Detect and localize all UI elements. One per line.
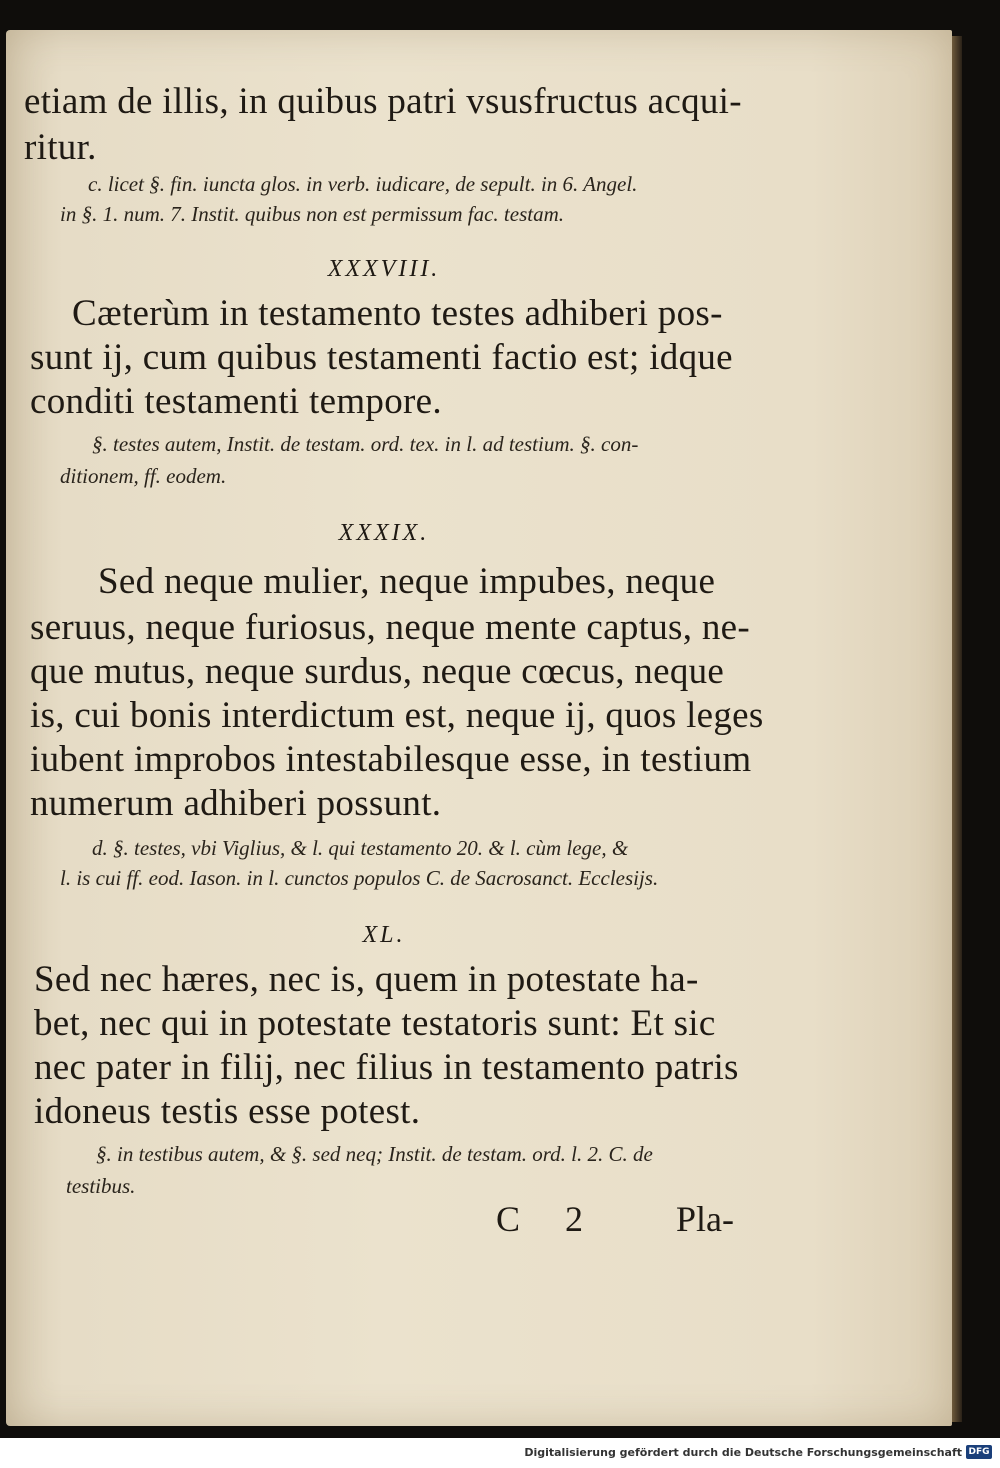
catchword: Pla- <box>676 1199 734 1239</box>
text-line: Sed neque mulier, neque impubes, neque <box>98 561 716 602</box>
text-line: numerum adhiberi possunt. <box>30 783 442 824</box>
section-heading: XXXIX. <box>338 520 430 546</box>
funding-notice: Digitalisierung gefördert durch die Deutsche Forschungsgemeinschaft <box>524 1446 962 1459</box>
text-line: bet, nec qui in potestate testatoris sunt: Et sic <box>34 1003 716 1044</box>
footnote-line: d. §. testes, vbi Viglius, & l. qui testamento 20. & l. cùm lege, & <box>92 836 629 860</box>
footnote-line: testibus. <box>66 1174 136 1198</box>
text-line: conditi testamenti tempore. <box>30 381 442 422</box>
text-line: que mutus, neque surdus, neque cœcus, neque <box>30 651 725 692</box>
text-line: Cæterùm in testamento testes adhiberi pos- <box>72 293 723 334</box>
text-line: ritur. <box>24 127 97 168</box>
footnote-line: l. is cui ff. eod. Iason. in l. cunctos populos C. de Sacrosanct. Ecclesijs. <box>60 866 659 890</box>
footnote-line: §. in testibus autem, & §. sed neq; Instit. de testam. ord. l. 2. C. de <box>96 1142 653 1166</box>
footnote-line: ditionem, ff. eodem. <box>60 464 227 488</box>
text-line: is, cui bonis interdictum est, neque ij, quos leges <box>30 695 764 736</box>
section-heading: XXXVIII. <box>327 256 441 282</box>
text-line: etiam de illis, in quibus patri vsusfructus acqui- <box>24 81 742 122</box>
signature-mark: C 2 <box>496 1199 602 1239</box>
page-edge <box>952 36 962 1422</box>
footnote-line: in §. 1. num. 7. Instit. quibus non est permissum fac. testam. <box>60 202 564 226</box>
section-heading: XL. <box>362 922 406 948</box>
text-line: Sed nec hæres, nec is, quem in potestate ha- <box>34 959 699 1000</box>
text-line: iubent improbos intestabilesque esse, in testium <box>30 739 752 780</box>
text-line: sunt ij, cum quibus testamenti factio est; idque <box>30 337 733 378</box>
footnote-line: c. licet §. fin. iuncta glos. in verb. iudicare, de sepult. in 6. Angel. <box>88 172 638 196</box>
footer-bar <box>0 1438 1000 1468</box>
dfg-logo-icon: DFG <box>966 1445 992 1459</box>
text-line: idoneus testis esse potest. <box>34 1091 421 1132</box>
footnote-line: §. testes autem, Instit. de testam. ord. tex. in l. ad testium. §. con- <box>92 432 639 456</box>
text-line: seruus, neque furiosus, neque mente captus, ne- <box>30 607 750 648</box>
text-line: nec pater in filij, nec filius in testamento patris <box>34 1047 739 1088</box>
